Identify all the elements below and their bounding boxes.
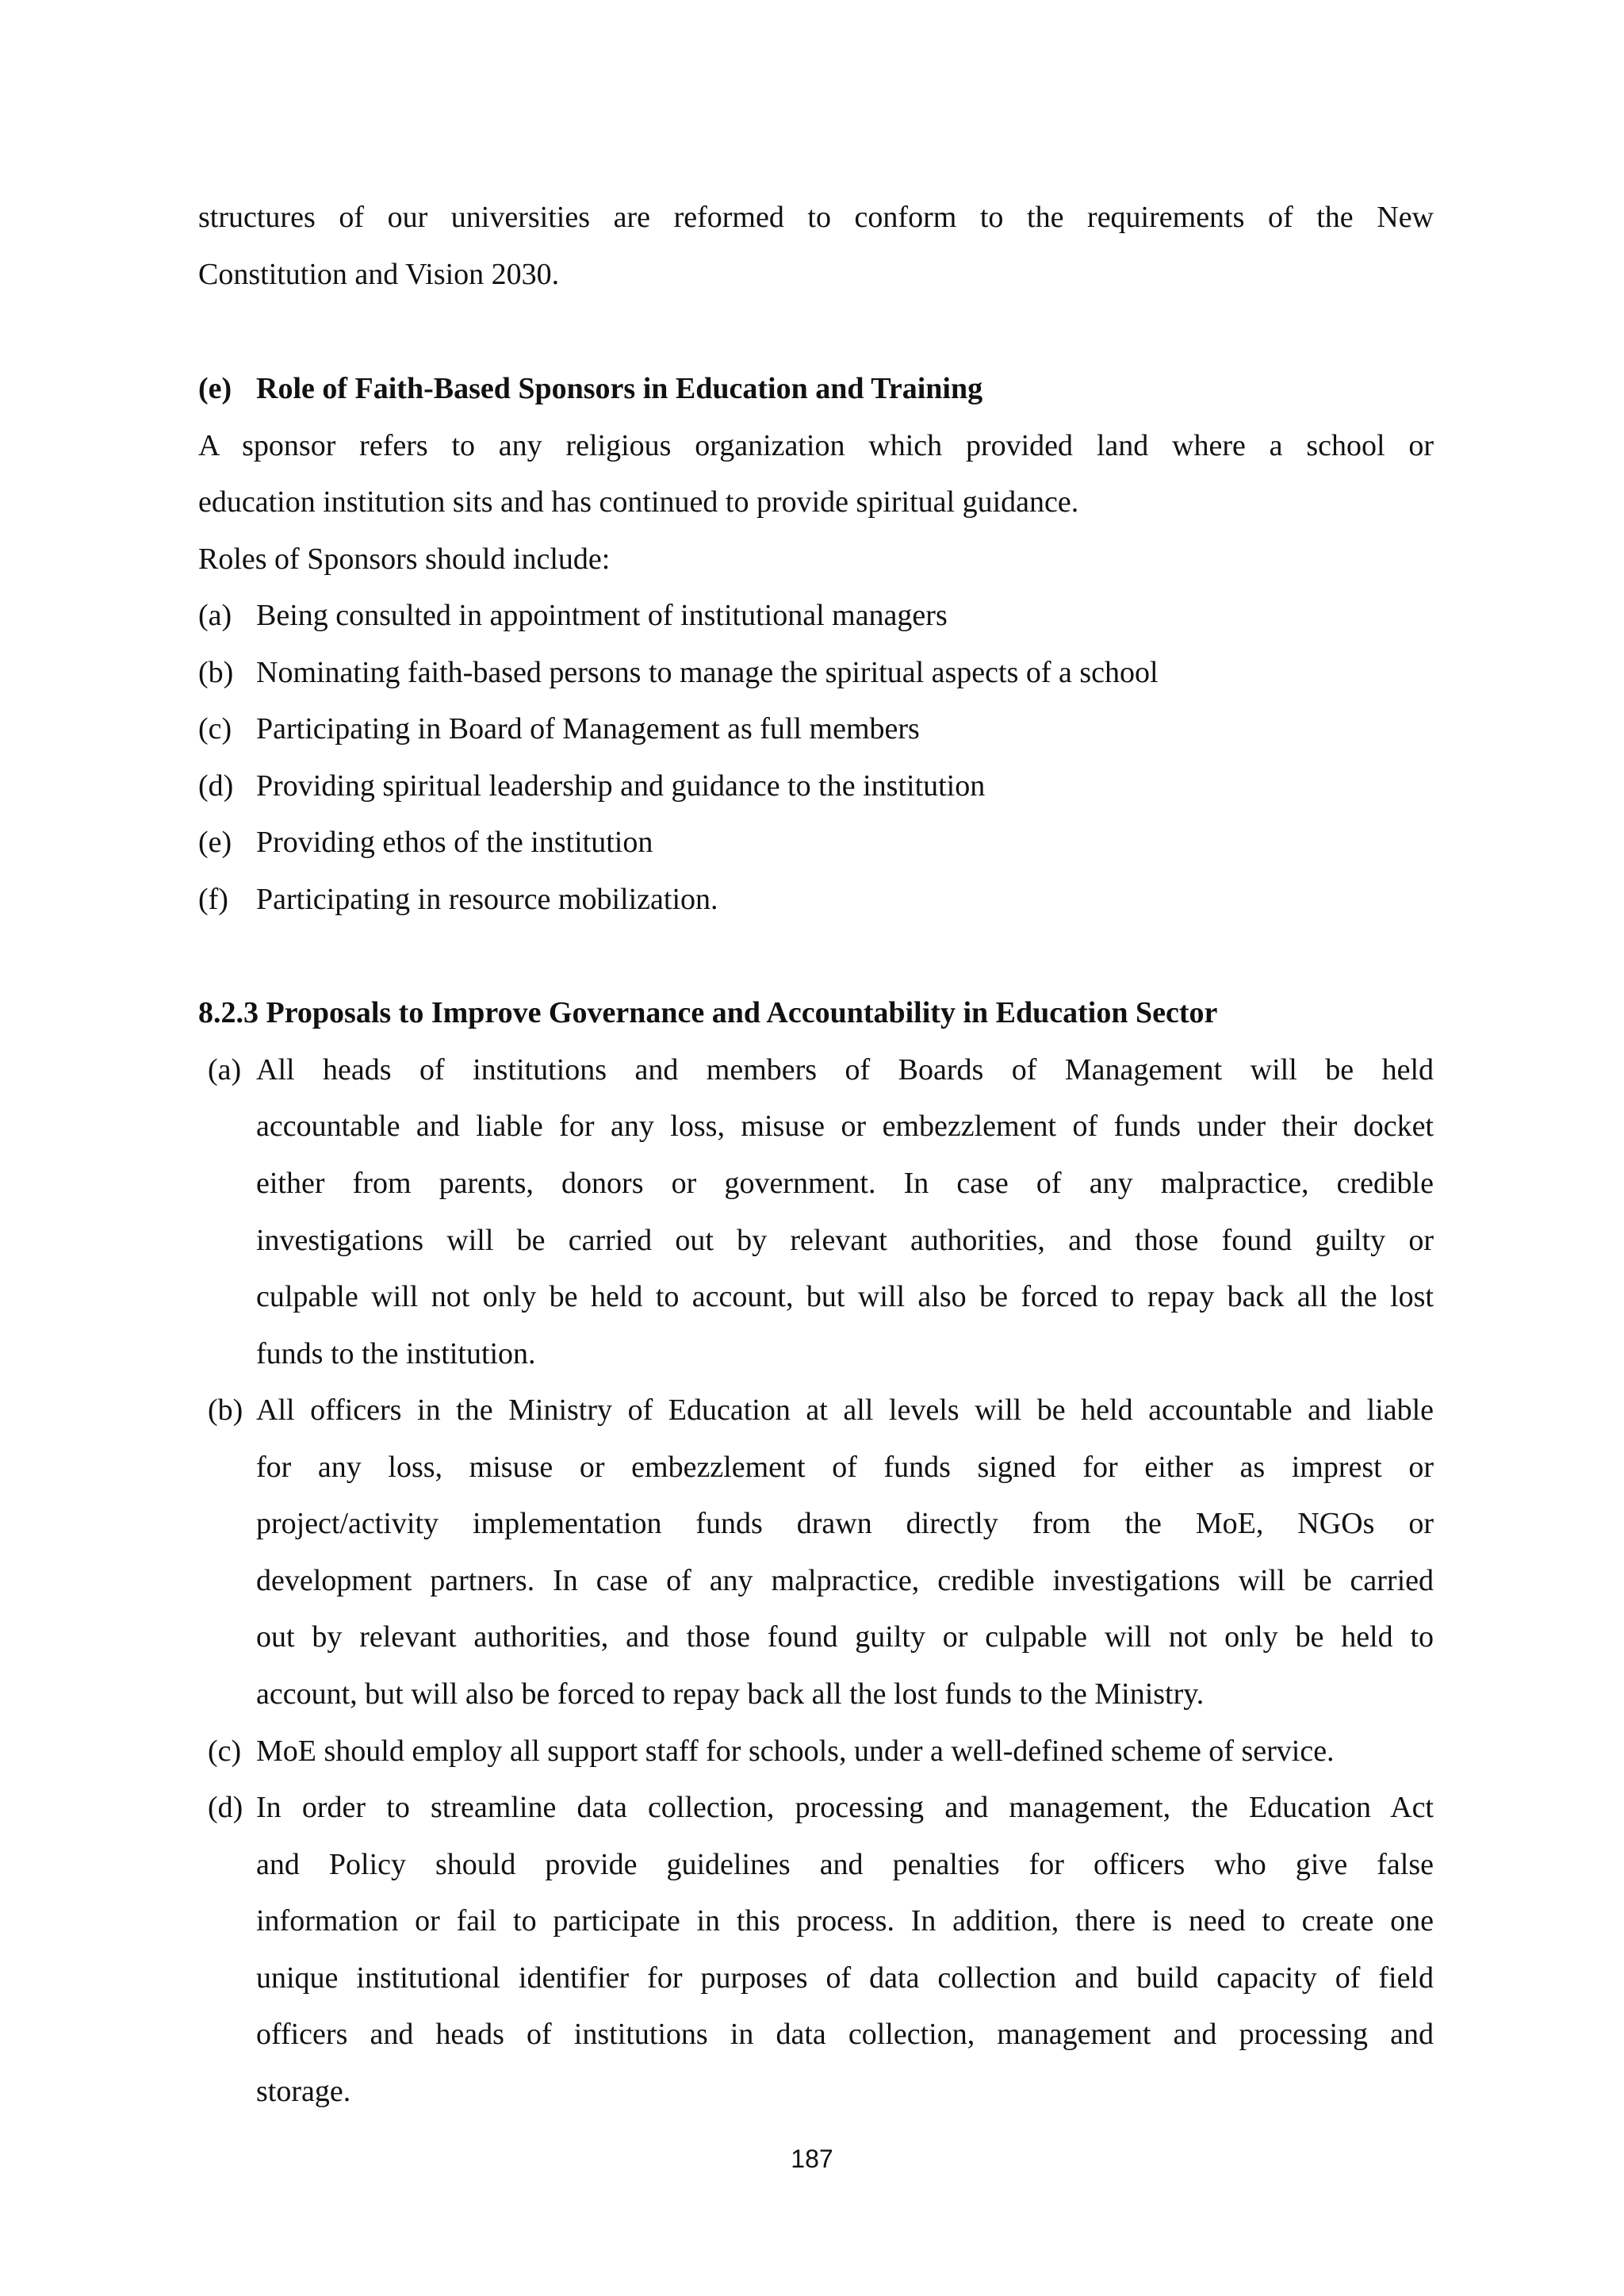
page-number: 187 <box>791 2145 833 2173</box>
proposal-line: All officers in the Ministry of Education at all levels will be held accountable and liable <box>256 1393 1434 1427</box>
proposal-line: MoE should employ all support staff for schools, under a well-defined scheme of service. <box>256 1734 1335 1768</box>
proposal-line: officers and heads of institutions in data collection, management and processing and <box>256 2018 1434 2051</box>
proposal-label: (b) <box>208 1393 243 1427</box>
proposal-line: account, but will also be forced to repay back all the lost funds to the Ministry. <box>256 1677 1205 1711</box>
list-item: Being consulted in appointment of institutional managers <box>256 599 948 632</box>
proposal-line: In order to streamline data collection, processing and management, the Education Act <box>256 1791 1434 1824</box>
roles-intro: Roles of Sponsors should include: <box>198 542 611 576</box>
proposal-label: (c) <box>208 1734 242 1768</box>
proposal-line: funds to the institution. <box>256 1337 536 1370</box>
list-item-label: (c) <box>198 712 232 746</box>
proposal-line: information or fail to participate in this process. In addition, there is need to create one <box>256 1904 1434 1938</box>
section-e-heading: Role of Faith-Based Sponsors in Education and Training <box>256 372 983 405</box>
intro-line: structures of our universities are reformed to conform to the requirements of the New <box>198 201 1434 234</box>
proposal-line: accountable and liable for any loss, misuse or embezzlement of funds under their docket <box>256 1110 1434 1143</box>
proposal-line: All heads of institutions and members of Boards of Management will be held <box>256 1053 1434 1087</box>
sponsor-paragraph-line: A sponsor refers to any religious organization which provided land where a school or <box>198 429 1434 462</box>
list-item: Nominating faith-based persons to manage the spiritual aspects of a school <box>256 656 1159 689</box>
list-item-label: (e) <box>198 826 232 859</box>
list-item-label: (f) <box>198 883 228 916</box>
list-item: Providing spiritual leadership and guidance to the institution <box>256 769 986 803</box>
proposal-line: project/activity implementation funds drawn directly from the MoE, NGOs or <box>256 1507 1434 1540</box>
list-item: Providing ethos of the institution <box>256 826 653 859</box>
proposal-label: (a) <box>208 1053 242 1087</box>
list-item: Participating in resource mobilization. <box>256 883 718 916</box>
proposal-line: either from parents, donors or government. In case of any malpractice, credible <box>256 1167 1434 1200</box>
section-e-label: (e) <box>198 372 232 405</box>
proposal-line: unique institutional identifier for purposes of data collection and build capacity of field <box>256 1961 1434 1995</box>
sponsor-paragraph-line: education institution sits and has continued to provide spiritual guidance. <box>198 485 1079 519</box>
proposal-line: storage. <box>256 2075 351 2108</box>
proposal-line: and Policy should provide guidelines and penalties for officers who give false <box>256 1848 1434 1881</box>
intro-line: Constitution and Vision 2030. <box>198 258 560 291</box>
proposal-label: (d) <box>208 1791 243 1824</box>
list-item: Participating in Board of Management as full members <box>256 712 920 746</box>
proposal-line: out by relevant authorities, and those found guilty or culpable will not only be held to <box>256 1620 1434 1654</box>
list-item-label: (b) <box>198 656 234 689</box>
section-823-heading: 8.2.3 Proposals to Improve Governance and Accountability in Education Sector <box>198 996 1218 1029</box>
proposal-line: for any loss, misuse or embezzlement of funds signed for either as imprest or <box>256 1451 1434 1484</box>
list-item-label: (a) <box>198 599 232 632</box>
proposal-line: culpable will not only be held to account, but will also be forced to repay back all the lost <box>256 1280 1434 1313</box>
proposal-line: investigations will be carried out by relevant authorities, and those found guilty or <box>256 1224 1434 1257</box>
list-item-label: (d) <box>198 769 234 803</box>
proposal-line: development partners. In case of any malpractice, credible investigations will be carried <box>256 1564 1434 1597</box>
